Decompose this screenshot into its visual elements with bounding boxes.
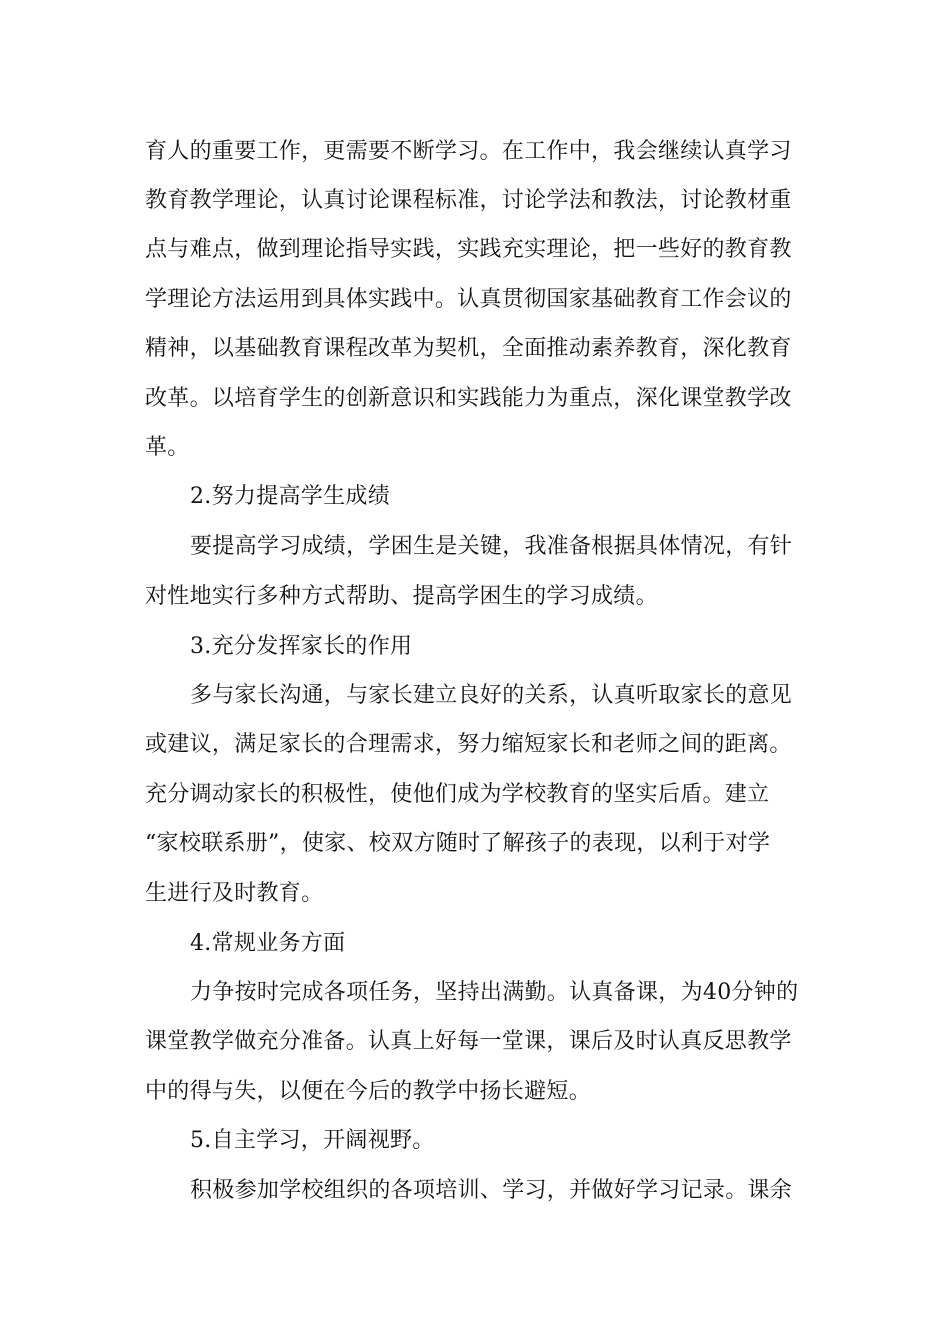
text-line: 教育教学理论，认真讨论课程标准，讨论学法和教法，讨论教材重: [145, 188, 792, 213]
text-line: 生进行及时教育。: [145, 881, 324, 906]
text-line: “家校联系册”，使家、校双方随时了解孩子的表现，以利于对学: [145, 831, 771, 856]
text-line: 要提高学习成绩，学困生是关键，我准备根据具体情况，有针: [190, 534, 793, 559]
section-heading: 5.自主学习，开阔视野。: [190, 1128, 435, 1153]
text-line: 精神，以基础教育课程改革为契机，全面推动素养教育，深化教育: [145, 336, 792, 361]
section-heading: 4.常规业务方面: [190, 931, 346, 956]
text-line: 充分调动家长的积极性，使他们成为学校教育的坚实后盾。建立: [145, 782, 770, 807]
text-line: 革。: [145, 435, 190, 460]
text-line: 或建议，满足家长的合理需求，努力缩短家长和老师之间的距离。: [145, 732, 792, 757]
text-line: 对性地实行多种方式帮助、提高学困生的学习成绩。: [145, 584, 658, 609]
text-line: 改革。以培育学生的创新意识和实践能力为重点，深化课堂教学改: [145, 386, 792, 411]
text-line: 中的得与失，以便在今后的教学中扬长避短。: [145, 1079, 592, 1104]
text-line: 育人的重要工作，更需要不断学习。在工作中，我会继续认真学习: [145, 139, 792, 164]
text-line: 课堂教学做充分准备。认真上好每一堂课，课后及时认真反思教学: [145, 1029, 792, 1054]
section-heading: 3.充分发挥家长的作用: [190, 634, 413, 659]
text-line: 学理论方法运用到具体实践中。认真贯彻国家基础教育工作会议的: [145, 287, 792, 312]
section-heading: 2.努力提高学生成绩: [190, 484, 390, 509]
text-line: 力争按时完成各项任务，坚持出满勤。认真备课，为40分钟的: [190, 980, 799, 1005]
text-line: 多与家长沟通，与家长建立良好的关系，认真听取家长的意见: [190, 683, 793, 708]
text-line: 点与难点，做到理论指导实践，实践充实理论，把一些好的教育教: [145, 237, 792, 262]
text-line: 积极参加学校组织的各项培训、学习，并做好学习记录。课余: [190, 1178, 793, 1203]
